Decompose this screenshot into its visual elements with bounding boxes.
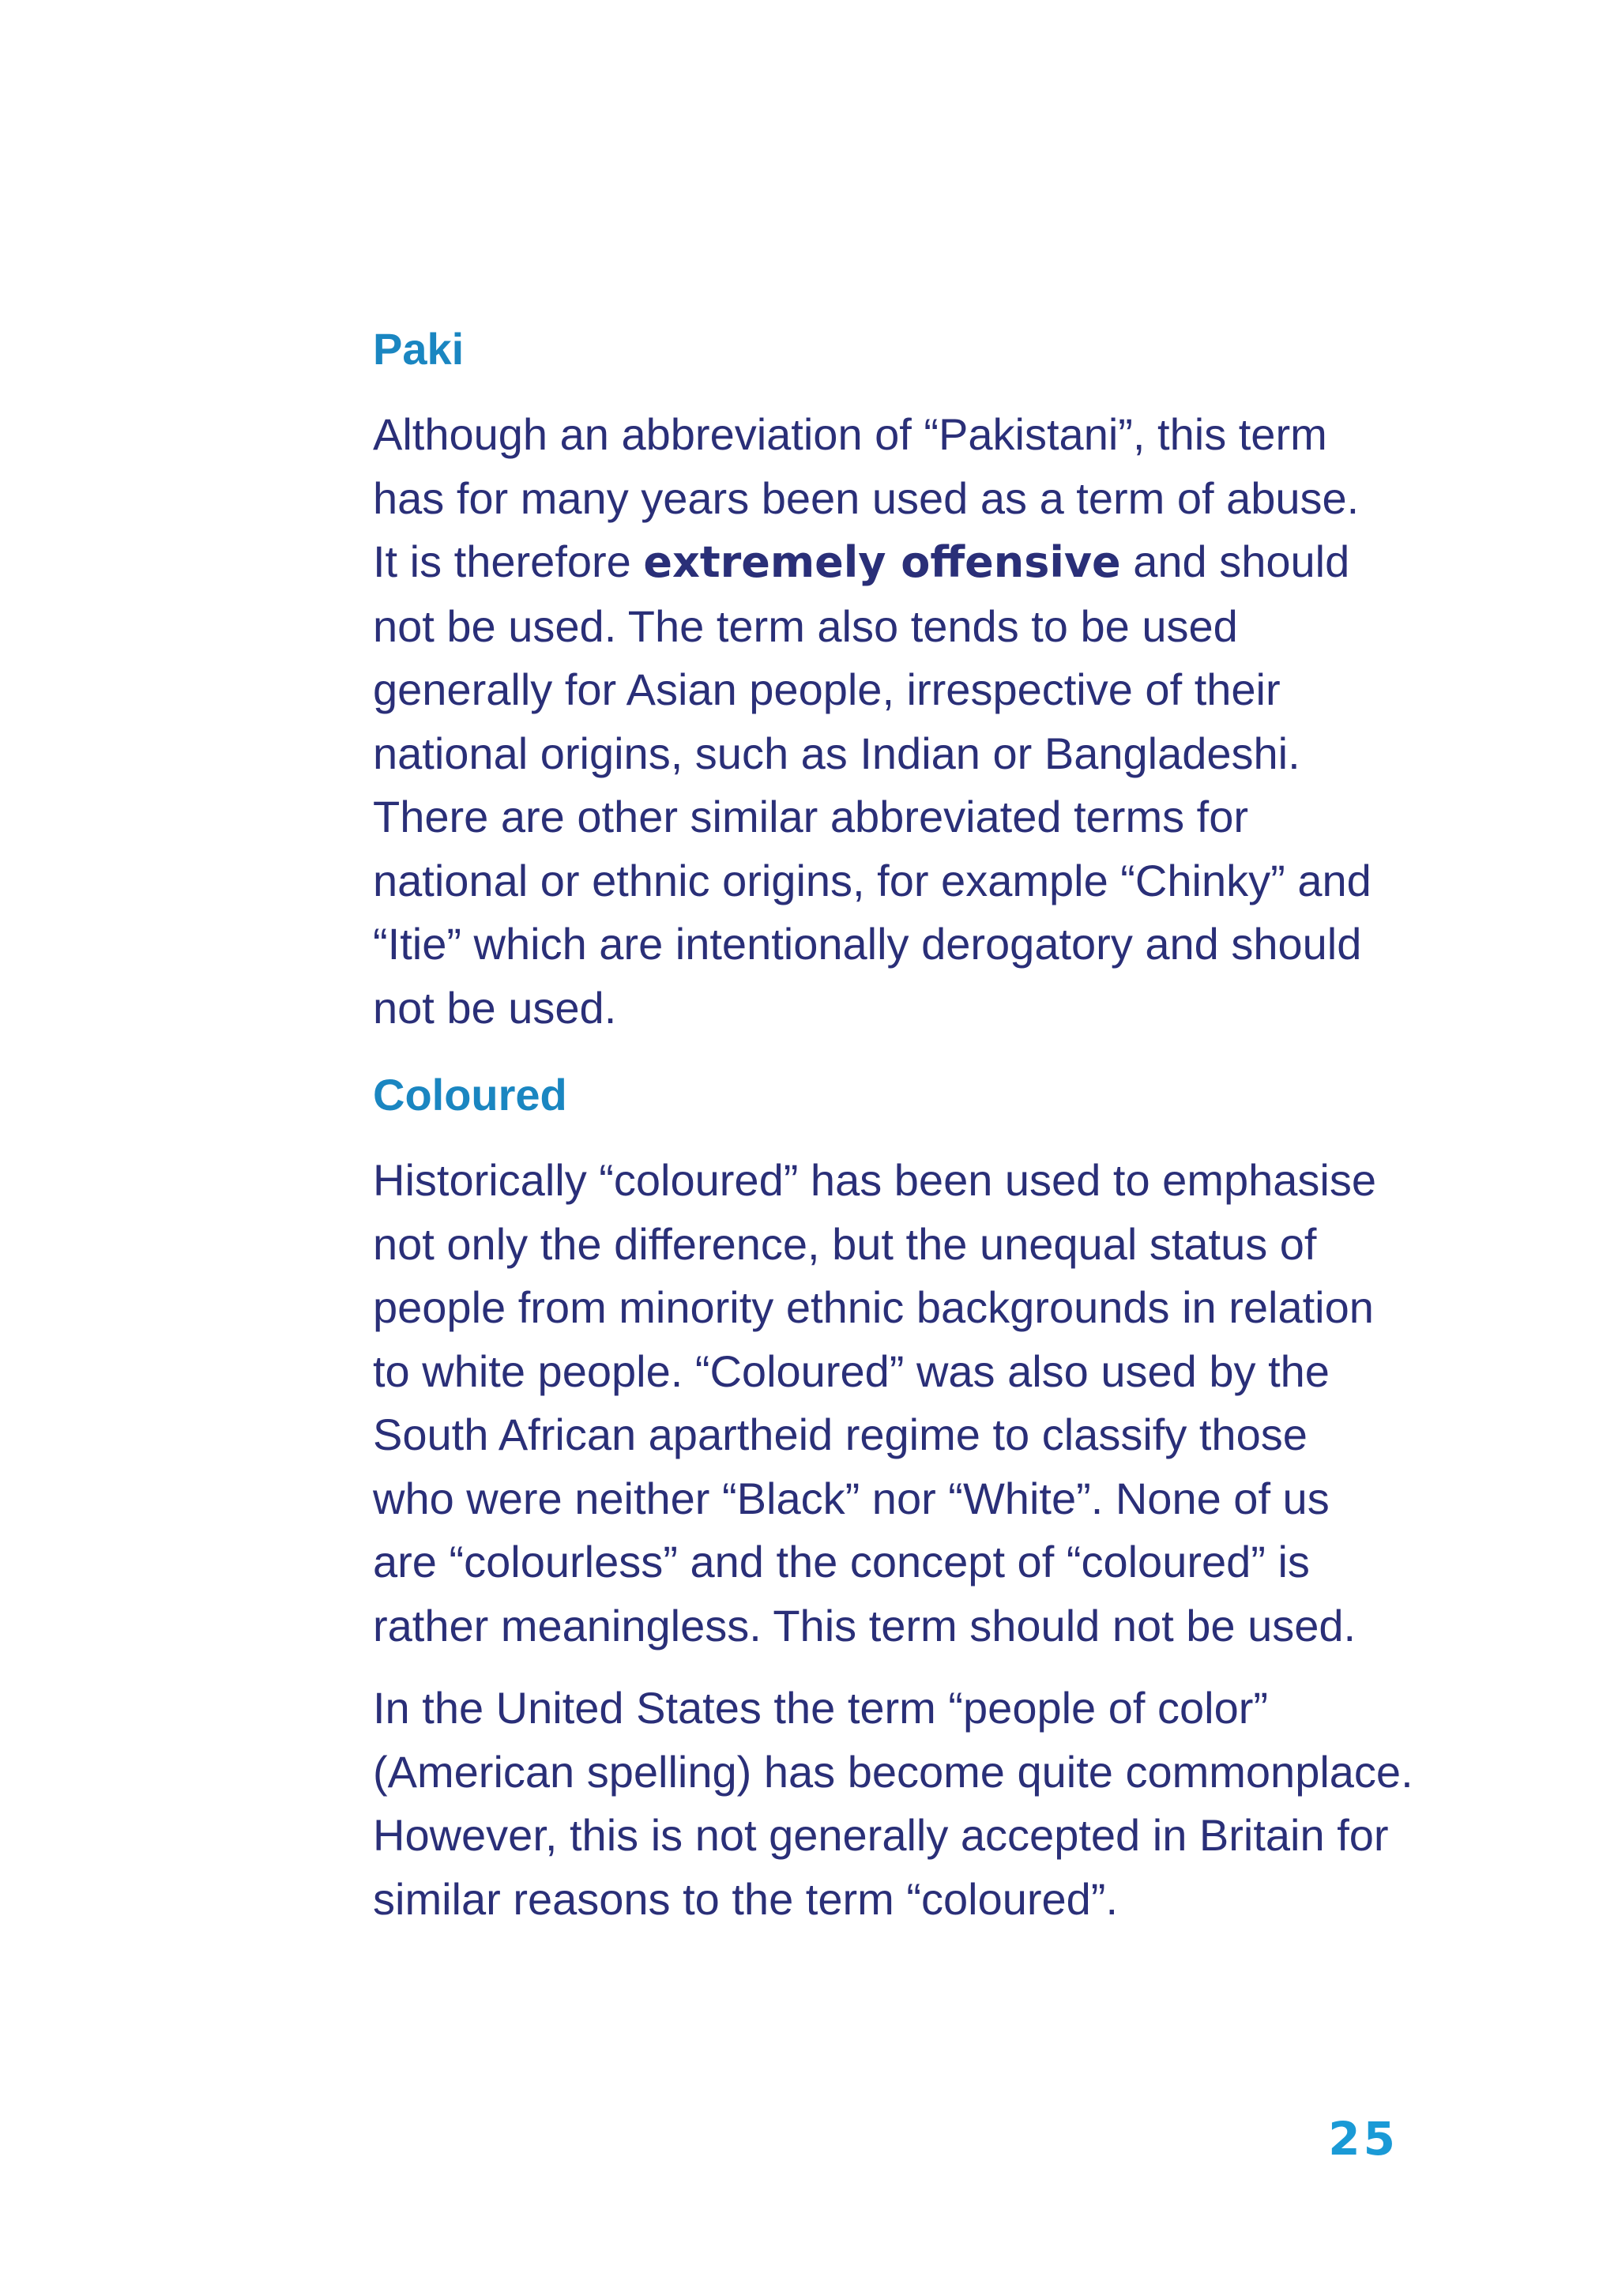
paragraph-coloured-us-usage: In the United States the term “people of color” (American spelling) has become quite commonplace. However, this is not generally accepted in Britain for similar reasons to the term “coloured”. — [373, 1683, 1413, 1924]
emphasis-extremely-offensive: extremely offensive — [643, 537, 1121, 587]
page-number: 25 — [1328, 2112, 1398, 2166]
section-heading-coloured: Coloured — [373, 1070, 567, 1120]
paragraph-paki — [373, 403, 1447, 1040]
section-heading-paki: Paki — [373, 324, 465, 374]
paragraph-coloured-history: Historically “coloured” has been used to emphasise not only the difference, but the unequal status of people from minority ethnic backgrounds in relation to white people. “Coloured” was also used by the South African apartheid regime to classify those who were neither “Black” nor “White”. None of us are “colourless” and the concept of “coloured” is rather meaningless. This term should not be used. — [373, 1155, 1376, 1650]
page-content — [373, 318, 1447, 1931]
paragraph-paki-text-before: Although an abbreviation of “Pakistani”, this term has for many years been used as a term of abuse. It is therefore — [373, 409, 1360, 586]
paragraph-paki-text-after: and should not be used. The term also tends to be used generally for Asian people, irrespective of their national origins, such as Indian or Bangladeshi. There are other similar abbreviated terms for national or ethnic origins, for example “Chinky” and “Itie” which are intentionally derogatory and should not be used. — [373, 536, 1372, 1033]
